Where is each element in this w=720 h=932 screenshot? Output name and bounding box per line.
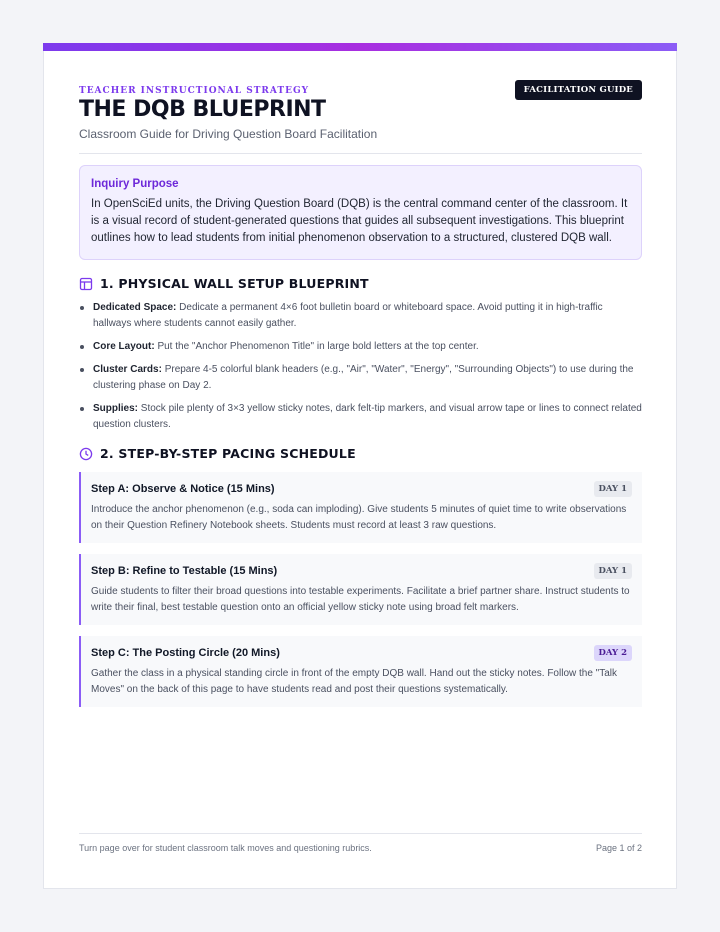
purpose-text: In OpenSciEd units, the Driving Question Board (DQB) is the central command center of the classroom. It is a visual record of student-generated questions that guides all subsequent investigations. This blueprint outlines how to lead students from initial phenomenon observation to a structured, clustered DQB wall. (91, 198, 628, 245)
layout-icon (79, 277, 93, 291)
list-item (79, 339, 642, 355)
step-title: Step A: Observe & Notice (15 Mins) (91, 483, 275, 496)
step-card-c (79, 636, 642, 707)
inquiry-purpose-box (79, 165, 642, 260)
footer-note: Turn page over for student classroom talk moves and questioning rubrics. (79, 843, 372, 853)
accent-bar (43, 43, 677, 51)
clock-icon (79, 447, 93, 461)
purpose-title: Inquiry Purpose (91, 178, 179, 191)
section-setup-header (79, 276, 642, 291)
item-label: Dedicated Space: (93, 302, 177, 314)
list-item (79, 300, 642, 332)
item-text: Dedicate a permanent 4×6 foot bulletin board or whiteboard space. Avoid putting it in high-traffic hallways where students cannot easily gather. (93, 302, 603, 330)
setup-list (79, 300, 642, 433)
step-title: Step C: The Posting Circle (20 Mins) (91, 647, 280, 660)
page-content (79, 80, 642, 707)
item-text: Prepare 4-5 colorful blank headers (e.g., "Air", "Water", "Energy", "Surrounding Objects") to use during the clustering phase on Day 2. (93, 364, 634, 392)
day-badge: DAY 1 (594, 481, 632, 497)
item-text: Stock pile plenty of 3×3 yellow sticky notes, dark felt-tip markers, and visual arrow tape or lines to connect related question clusters. (93, 403, 642, 431)
page-subtitle: Classroom Guide for Driving Question Board Facilitation (79, 127, 378, 142)
document-page (43, 43, 677, 889)
day-badge: DAY 2 (594, 645, 632, 661)
step-text: Guide students to filter their broad questions into testable experiments. Facilitate a brief partner share. Instruct students to write their final, best testable question onto an official yellow sticky note using broad felt markers. (91, 586, 630, 614)
section-pacing-header (79, 446, 642, 461)
item-text: Put the "Anchor Phenomenon Title" in large bold letters at the top center. (157, 341, 479, 353)
item-label: Supplies: (93, 403, 139, 415)
item-label: Cluster Cards: (93, 364, 162, 376)
page-footer (79, 833, 642, 853)
day-badge: DAY 1 (594, 563, 632, 579)
step-header (91, 481, 632, 497)
list-item (79, 362, 642, 394)
step-text: Gather the class in a physical standing circle in front of the empty DQB wall. Hand out the sticky notes. Follow the "Talk Moves" on the back of this page to have students read and post their questions systematically. (91, 668, 618, 696)
section-setup-title: 1. PHYSICAL WALL SETUP BLUEPRINT (100, 276, 369, 292)
kicker: TEACHER INSTRUCTIONAL STRATEGY (79, 86, 310, 96)
page-number: Page 1 of 2 (595, 843, 642, 853)
step-card-b (79, 554, 642, 625)
item-label: Core Layout: (93, 341, 155, 353)
step-title: Step B: Refine to Testable (15 Mins) (91, 565, 278, 578)
step-header (91, 563, 632, 579)
step-text: Introduce the anchor phenomenon (e.g., soda can imploding). Give students 5 minutes of quiet time to write observations on their Question Refinery Notebook sheets. Students must record at least 3 raw questions. (91, 504, 627, 532)
header-divider (79, 153, 642, 154)
step-card-a (79, 472, 642, 543)
facilitation-badge: FACILITATION GUIDE (515, 80, 642, 100)
page-title: THE DQB BLUEPRINT (79, 97, 326, 122)
section-pacing-title: 2. STEP-BY-STEP PACING SCHEDULE (100, 446, 356, 462)
step-header (91, 645, 632, 661)
list-item (79, 401, 642, 433)
